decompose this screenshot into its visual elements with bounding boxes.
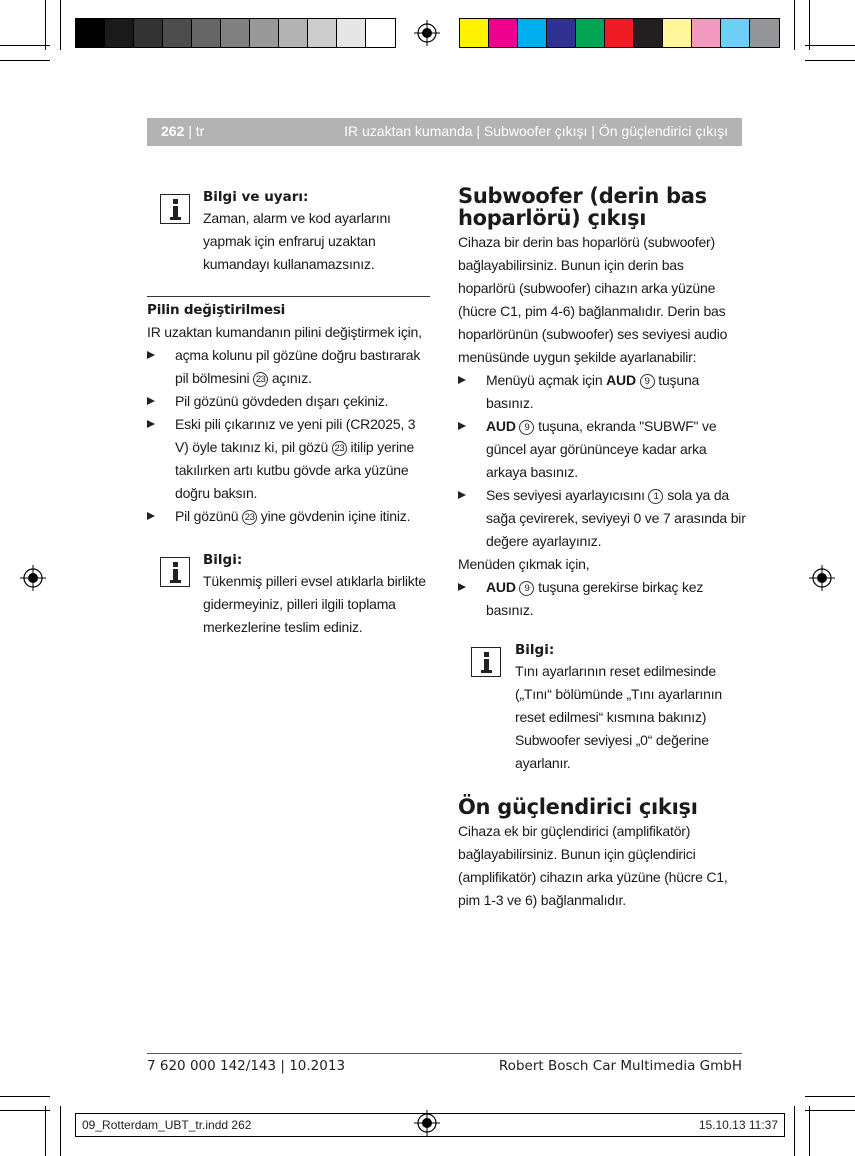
footer-company: Robert Bosch Car Multimedia GmbH [498,1058,742,1074]
section-paragraph: Cihaza bir derin bas hoparlörü (subwoofer) bağlayabilirsiniz. Bunun için derin bas hoparlörü (subwoofer) cihazın arka yüzüne (hücre C1, pim 4-6) bağlanmalıdır. Derin bas hoparlörünün (subwoofer) ses seviyesi audio menüsünde uygun şekilde ayarlanabilir: [458,234,728,365]
step-list [458,576,748,622]
preamp-section [458,796,748,912]
callout-number: 9 [519,420,534,435]
grayscale-bar [75,18,396,48]
bullet-arrow-icon [458,583,466,591]
list-item: AUD 9 tuşuna, ekranda "SUBWF" ve güncel ayar görününceye kadar arka arkaya basınız. [458,415,748,484]
list-item: Pil gözünü 23 yine gövdenin içine itiniz. [147,505,437,528]
callout-number: 9 [519,581,534,596]
color-swatch-8 [692,19,721,47]
info-note-subwoofer [515,640,745,775]
bullet-arrow-icon [147,420,155,428]
bullet-arrow-icon [147,397,155,405]
color-swatch-1 [489,19,518,47]
gray-swatch-2 [134,19,163,47]
section-intro: IR uzaktan kumandanın pilini değiştirmek için, [147,324,422,340]
gray-swatch-3 [163,19,192,47]
gray-swatch-5 [221,19,250,47]
gray-swatch-4 [192,19,221,47]
bullet-arrow-icon [458,491,466,499]
info-text: Tını ayarlarının reset edilmesinde („Tını“ bölümünde „Tını ayarlarının reset edilmesi“ kısmına bakınız) Subwoofer seviyesi „0“ değerine ayarlanır. [515,663,722,771]
color-swatch-3 [547,19,576,47]
gray-swatch-8 [308,19,337,47]
callout-number: 9 [640,374,655,389]
bullet-arrow-icon [458,376,466,384]
footer-divider [147,1053,742,1054]
color-swatch-4 [576,19,605,47]
battery-section [147,300,437,528]
header-title: IR uzaktan kumanda | Subwoofer çıkışı | Ön güçlendirici çıkışı [344,123,728,139]
gray-swatch-7 [279,19,308,47]
info-title: Bilgi: [515,642,555,658]
callout-number: 23 [253,372,268,387]
info-note-battery [203,550,435,639]
section-heading: Pilin değiştirilmesi [147,302,286,318]
callout-number: 1 [648,489,663,504]
registration-mark-left [20,565,46,591]
info-title: Bilgi: [203,552,243,568]
exit-intro: Menüden çıkmak için, [458,556,590,572]
section-heading: Subwoofer (derin bas hoparlörü) çıkışı [458,184,707,230]
color-swatch-6 [634,19,663,47]
section-heading: Ön güçlendirici çıkışı [458,795,698,819]
list-item: Eski pili çıkarınız ve yeni pili (CR2025, 3 V) öyle takınız ki, pil gözü 23 itilip yerine takılırken artı kutbu gövde arka yüzüne doğru baksın. [147,413,437,505]
color-swatch-9 [721,19,750,47]
step-list [147,344,437,528]
footer-doc-number: 7 620 000 142/143 | 10.2013 [147,1058,346,1074]
step-list [458,369,748,553]
color-swatch-5 [605,19,634,47]
bullet-arrow-icon [147,351,155,359]
color-swatch-0 [460,19,489,47]
color-swatch-2 [518,19,547,47]
gray-swatch-6 [250,19,279,47]
color-swatch-10 [750,19,779,47]
bullet-arrow-icon [458,422,466,430]
info-icon [160,557,190,587]
info-text: Zaman, alarm ve kod ayarlarını yapmak için enfraruj uzaktan kumandayı kullanamazsınız. [203,210,391,272]
registration-mark-top [414,20,440,46]
slug-file: 09_Rotterdam_UBT_tr.indd 262 [82,1118,252,1132]
color-swatch-7 [663,19,692,47]
list-item: açma kolunu pil gözüne doğru bastırarak pil bölmesini 23 açınız. [147,344,437,390]
registration-mark-right [809,565,835,591]
info-title: Bilgi ve uyarı: [203,189,309,205]
page-number: 262 | tr [161,123,205,139]
color-bar [459,18,780,48]
callout-number: 23 [332,441,347,456]
list-item: Ses seviyesi ayarlayıcısını 1 sola ya da sağa çevirerek, seviyeyi 0 ve 7 arasında bir değere ayarlayınız. [458,484,748,553]
callout-number: 23 [242,510,257,525]
gray-swatch-10 [366,19,395,47]
page-header [147,118,742,146]
section-divider [147,296,430,297]
list-item: AUD 9 tuşuna gerekirse birkaç kez basınız. [458,576,748,622]
subwoofer-section [458,185,748,622]
list-item: Menüyü açmak için AUD 9 tuşuna basınız. [458,369,748,415]
bullet-arrow-icon [147,512,155,520]
gray-swatch-0 [76,19,105,47]
gray-swatch-9 [337,19,366,47]
info-text: Tükenmiş pilleri evsel atıklarla birlikte gidermeyiniz, pilleri ilgili toplama merkezlerine teslim ediniz. [203,573,426,635]
section-paragraph: Cihaza ek bir güçlendirici (amplifikatör) bağlayabilirsiniz. Bunun için güçlendirici (amplifikatör) cihazın arka yüzüne (hücre C1, pim 1-3 ve 6) bağlanmalıdır. [458,823,728,908]
info-icon [160,194,190,224]
gray-swatch-1 [105,19,134,47]
info-icon [471,647,501,677]
list-item: Pil gözünü gövdeden dışarı çekiniz. [147,390,437,413]
slug-date: 15.10.13 11:37 [698,1118,778,1132]
info-note-remote [203,187,433,276]
slug-line [75,1113,785,1137]
